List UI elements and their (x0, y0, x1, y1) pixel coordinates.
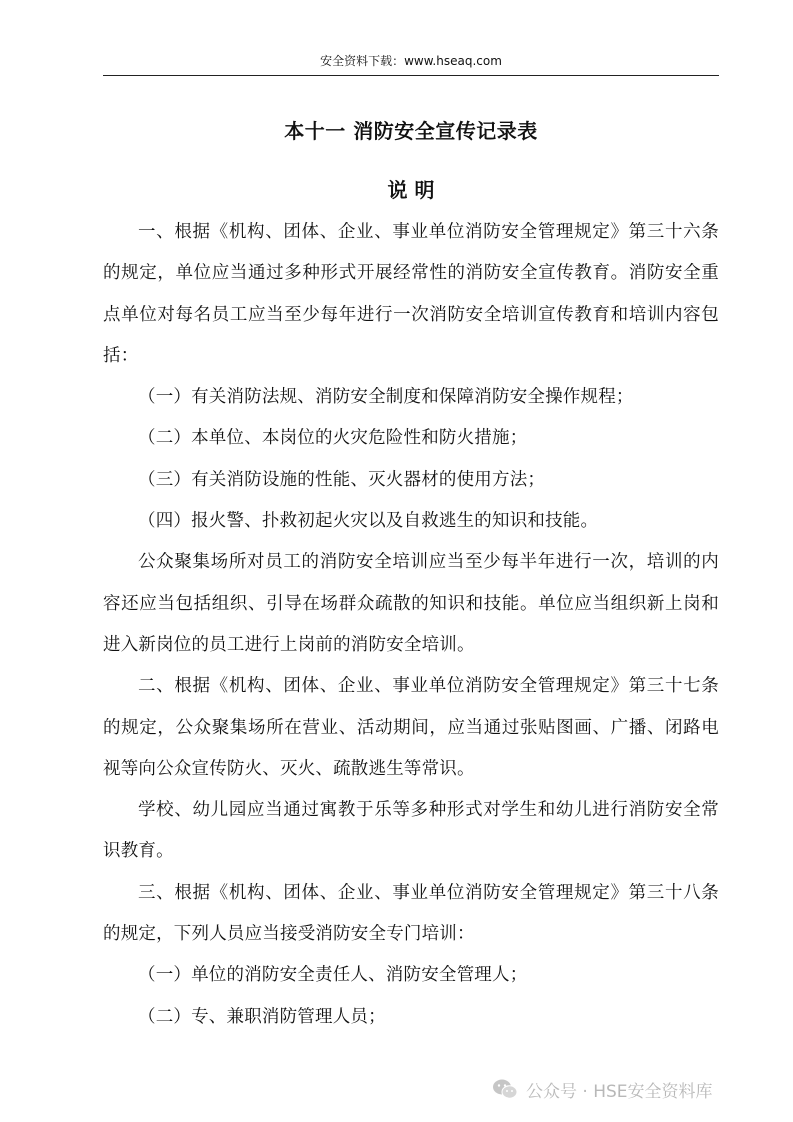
paragraph: 一、根据《机构、团体、企业、事业单位消防安全管理规定》第三十六条的规定，单位应当通过多种形式开展经常性的消防安全宣传教育。消防安全重点单位对每名员工应当至少每年进行一次消防安全培训宣传教育和培训内容包括： (103, 222, 719, 366)
paragraph: （二）本单位、本岗位的火灾危险性和防火措施； (138, 428, 528, 449)
document-title: 本十一 消防安全宣传记录表 (284, 119, 538, 143)
paragraph: （三）有关消防设施的性能、灭火器材的使用方法； (138, 469, 546, 490)
paragraph: 三、根据《机构、团体、企业、事业单位消防安全管理规定》第三十八条的规定，下列人员应当接受消防安全专门培训： (103, 882, 719, 945)
paragraph: 二、根据《机构、团体、企业、事业单位消防安全管理规定》第三十七条的规定，公众聚集场所在营业、活动期间，应当通过张贴图画、广播、闭路电视等向公众宣传防火、灭火、疏散逃生等常识。 (103, 676, 719, 779)
wechat-icon (492, 1078, 518, 1100)
paragraph: （一）单位的消防安全责任人、消防安全管理人； (138, 965, 528, 986)
header-divider (103, 75, 719, 76)
page-header: 安全资料下载：www.hseaq.com (320, 54, 502, 68)
paragraph: 公众聚集场所对员工的消防安全培训应当至少每半年进行一次，培训的内容还应当包括组织、引导在场群众疏散的知识和技能。单位应当组织新上岗和进入新岗位的员工进行上岗前的消防安全培训。 (103, 552, 719, 655)
paragraph: （四）报火警、扑救初起火灾以及自救逃生的知识和技能。 (138, 511, 599, 532)
paragraph: 学校、幼儿园应当通过寓教于乐等多种形式对学生和幼儿进行消防安全常识教育。 (103, 800, 719, 862)
paragraph: （二）专、兼职消防管理人员； (138, 1006, 386, 1027)
paragraph: （一）有关消防法规、消防安全制度和保障消防安全操作规程； (138, 387, 634, 408)
watermark-text: 公众号 · HSE安全资料库 (526, 1081, 713, 1102)
section-heading: 说 明 (387, 178, 435, 202)
wechat-watermark (492, 1074, 772, 1104)
document-body (103, 212, 719, 1038)
